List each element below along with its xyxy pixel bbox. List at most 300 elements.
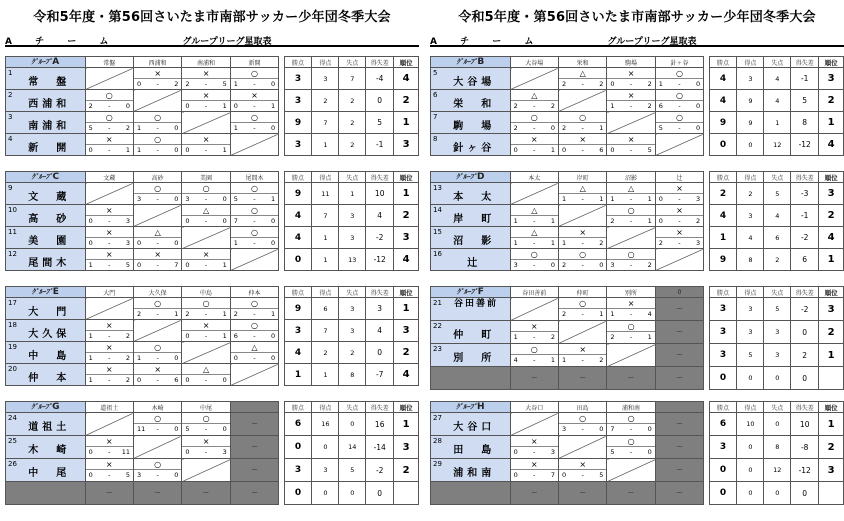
match-result-cell	[182, 205, 230, 227]
empty-cell	[230, 459, 278, 482]
rank-value: 1	[819, 344, 844, 367]
points-value: 9	[709, 249, 737, 271]
rank-value: 4	[394, 68, 419, 90]
empty-cell	[607, 482, 655, 505]
team-cell	[6, 482, 86, 505]
match-result-cell	[230, 320, 278, 342]
match-score	[86, 145, 133, 156]
team-number: 20	[8, 365, 17, 373]
group-name-label: ｸﾞﾙｰﾌﾟ	[456, 58, 478, 66]
empty-dash: －	[675, 420, 683, 428]
result-symbol: △	[559, 68, 606, 79]
score-dash: -	[253, 102, 256, 110]
empty-cell	[558, 367, 606, 390]
match-score	[134, 79, 181, 90]
team-row	[6, 249, 419, 271]
result-symbol: △	[511, 205, 558, 216]
match-score	[607, 79, 654, 90]
score-for: 3	[561, 425, 567, 433]
result-symbol: ×	[182, 134, 229, 145]
match-result-cell	[230, 205, 278, 227]
match-result-cell	[510, 321, 558, 344]
goals-for-value: 3	[312, 459, 339, 482]
result-symbol: ×	[86, 249, 133, 260]
self-match-diagonal	[182, 459, 230, 482]
match-score	[86, 123, 133, 134]
goals-for-value: 4	[737, 227, 764, 249]
points-value: 4	[709, 68, 737, 90]
goals-for-value: 0	[312, 436, 339, 459]
goal-difference-value: -12	[791, 134, 819, 156]
match-result-cell	[607, 298, 655, 321]
self-match-diagonal	[510, 68, 558, 90]
rank-value: 3	[819, 459, 844, 482]
opponent-header: 大谷場	[510, 57, 558, 68]
team-cell	[431, 227, 511, 249]
goal-difference-value: -8	[791, 436, 819, 459]
stat-header: 順位	[394, 402, 419, 413]
score-dash: -	[629, 425, 633, 433]
match-score	[511, 216, 558, 227]
match-result-cell	[607, 90, 655, 112]
points-value: 9	[709, 112, 737, 134]
result-symbol: ×	[134, 364, 181, 375]
table-title: グループリーグ星取表	[182, 37, 272, 47]
empty-cell	[607, 367, 655, 390]
self-match-diagonal	[182, 227, 230, 249]
score-for: 0	[513, 448, 518, 456]
match-result-cell	[607, 68, 655, 90]
goals-against-value: 3	[339, 298, 366, 320]
match-score	[511, 101, 558, 112]
team-number: 7	[433, 113, 438, 121]
match-score	[231, 331, 278, 342]
group-header-row	[431, 402, 844, 413]
group-table	[5, 171, 419, 271]
match-score	[231, 309, 278, 320]
empty-cell	[655, 344, 703, 367]
goals-against-value: 8	[339, 364, 366, 386]
group-block	[5, 401, 419, 505]
match-result-cell	[510, 249, 558, 271]
result-symbol: △	[559, 183, 606, 194]
result-symbol: ×	[511, 459, 558, 470]
opponent-header: 美園	[182, 172, 230, 183]
rank-value: 1	[394, 298, 419, 320]
opponent-header: 仲本	[230, 287, 278, 298]
score-for: 2	[88, 102, 93, 110]
opponent-header: 道祖土	[85, 402, 133, 413]
match-score	[86, 470, 133, 481]
empty-cell	[510, 367, 558, 390]
opponent-header: 高砂	[133, 172, 181, 183]
match-score	[231, 353, 278, 364]
team-name: 針ヶ谷	[453, 143, 496, 154]
score-for: 1	[233, 80, 238, 88]
score-dash: -	[253, 124, 256, 132]
match-score	[182, 194, 229, 205]
score-against: 2	[125, 332, 130, 340]
score-for: 0	[88, 471, 93, 479]
goal-difference-value: 2	[791, 344, 819, 367]
score-against: 0	[647, 425, 652, 433]
team-name: 栄 和	[453, 99, 496, 110]
match-score	[511, 145, 558, 156]
result-symbol: ○	[231, 320, 278, 331]
goals-against-value: 2	[339, 342, 366, 364]
goals-against-value: 4	[764, 90, 791, 112]
result-symbol: ×	[86, 227, 133, 238]
stat-header: 順位	[819, 402, 844, 413]
score-for: 0	[185, 217, 190, 225]
rank-value: 1	[394, 413, 419, 436]
opponent-header: 中尾	[182, 402, 230, 413]
empty-cell	[655, 298, 703, 321]
result-symbol: ○	[231, 183, 278, 194]
score-dash: -	[108, 239, 111, 247]
result-symbol: ×	[86, 320, 133, 331]
result-symbol: △	[607, 183, 654, 194]
score-dash: -	[108, 448, 111, 456]
match-result-cell	[558, 112, 606, 134]
rank-value: 3	[394, 320, 419, 342]
points-value: 4	[284, 205, 312, 227]
opponent-header: 田島	[558, 402, 606, 413]
match-score	[656, 101, 703, 112]
rank-value: 1	[819, 249, 844, 271]
match-score	[182, 375, 229, 386]
team-number: 23	[433, 345, 442, 353]
score-against: 3	[550, 448, 555, 456]
match-score	[134, 194, 181, 205]
score-against: 2	[647, 102, 652, 110]
team-number: 22	[433, 322, 442, 330]
goals-against-value: 8	[764, 436, 791, 459]
score-against: 2	[550, 333, 555, 341]
group-header-row	[6, 402, 419, 413]
empty-dash: －	[579, 374, 587, 382]
score-against: 2	[647, 261, 652, 269]
team-cell	[431, 459, 511, 482]
score-against: 2	[696, 217, 701, 225]
score-dash: -	[156, 239, 159, 247]
points-value: 3	[284, 320, 312, 342]
goal-difference-value: 10	[366, 183, 394, 205]
team-cell	[6, 205, 86, 227]
result-symbol: ○	[86, 90, 133, 101]
team-cell	[431, 183, 511, 205]
self-match-diagonal	[607, 112, 655, 134]
result-symbol: ○	[231, 298, 278, 309]
goals-for-value: 3	[312, 68, 339, 90]
score-for: 1	[88, 354, 93, 362]
opponent-header: 文蔵	[85, 172, 133, 183]
score-against: 5	[222, 80, 227, 88]
score-against: 0	[174, 471, 179, 479]
match-result-cell	[182, 183, 230, 205]
score-against: 0	[174, 146, 179, 154]
rank-value: 4	[819, 134, 844, 156]
score-for: 0	[136, 376, 142, 384]
score-dash: -	[533, 239, 536, 247]
team-name: 田 島	[453, 445, 496, 456]
goal-difference-value: -1	[366, 134, 394, 156]
empty-cell	[655, 367, 703, 390]
score-against: 1	[550, 239, 555, 247]
rank-value: 4	[394, 364, 419, 386]
score-dash: -	[678, 239, 681, 247]
match-score	[656, 194, 703, 205]
score-against: 1	[647, 217, 652, 225]
result-symbol: ×	[182, 436, 229, 447]
team-cell	[6, 249, 86, 271]
goal-difference-value: 10	[791, 413, 819, 436]
title-rule	[5, 45, 419, 47]
match-score	[559, 123, 606, 134]
result-symbol: ×	[86, 205, 133, 216]
goals-for-value: 0	[312, 482, 339, 505]
match-score	[559, 194, 606, 205]
tournament-title: 令和5年度・第56回さいたま市南部サッカー少年団冬季大会	[33, 10, 391, 25]
score-for: 0	[658, 217, 663, 225]
match-score	[134, 238, 181, 249]
stat-header: 得点	[737, 172, 764, 183]
goals-for-value: 6	[312, 298, 339, 320]
points-value: 2	[709, 183, 737, 205]
result-symbol: ×	[511, 134, 558, 145]
match-score	[511, 332, 558, 343]
group-table	[430, 286, 844, 390]
stat-header: 失点	[339, 287, 366, 298]
stat-header: 失点	[339, 57, 366, 68]
score-against: 0	[174, 195, 179, 203]
team-number: 15	[433, 228, 442, 236]
result-symbol: ○	[559, 298, 606, 309]
points-value: 4	[284, 342, 312, 364]
score-against: 1	[222, 102, 227, 110]
goal-difference-value: 0	[366, 90, 394, 112]
stat-header: 順位	[819, 172, 844, 183]
match-score	[134, 353, 181, 364]
score-against: 0	[696, 102, 701, 110]
team-row	[431, 227, 844, 249]
self-match-diagonal	[230, 364, 278, 386]
result-symbol: ×	[231, 90, 278, 101]
empty-cell	[230, 413, 278, 436]
score-for: 1	[610, 102, 615, 110]
score-for: 0	[233, 354, 238, 362]
result-symbol: ○	[656, 68, 703, 79]
score-dash: -	[156, 124, 159, 132]
group-block	[430, 171, 844, 271]
team-name: 常 盤	[28, 77, 71, 88]
team-number: 19	[8, 343, 17, 351]
score-against: 0	[696, 80, 701, 88]
score-against: 1	[222, 146, 227, 154]
goals-for-value: 2	[312, 90, 339, 112]
score-against: 2	[174, 80, 179, 88]
self-match-diagonal	[133, 436, 181, 459]
points-value: 3	[709, 436, 737, 459]
score-for: 0	[658, 195, 663, 203]
match-score	[231, 194, 278, 205]
team-row	[6, 413, 419, 436]
score-dash: -	[581, 425, 584, 433]
group-name-label: ｸﾞﾙｰﾌﾟ	[456, 288, 478, 296]
team-name: 大久保	[28, 329, 71, 340]
empty-dash: －	[105, 489, 113, 497]
score-against: 2	[125, 124, 130, 132]
stat-header: 得点	[737, 402, 764, 413]
opponent-header: 岸町	[558, 172, 606, 183]
score-for: 0	[136, 261, 142, 269]
goals-against-value: 3	[339, 320, 366, 342]
match-result-cell	[230, 298, 278, 320]
team-row	[431, 344, 844, 367]
goals-for-value: 11	[312, 183, 339, 205]
group-block	[430, 56, 844, 156]
score-for: 0	[185, 261, 190, 269]
score-against: 0	[647, 448, 652, 456]
group-header-row	[431, 172, 844, 183]
score-against: 6	[599, 146, 604, 154]
team-row	[6, 342, 419, 364]
stat-header: 得点	[312, 57, 339, 68]
result-symbol: ×	[182, 249, 229, 260]
score-dash: -	[678, 80, 681, 88]
match-result-cell	[558, 344, 606, 367]
score-dash: -	[204, 261, 208, 269]
score-dash: -	[533, 448, 536, 456]
goal-difference-value: -4	[366, 68, 394, 90]
score-for: 1	[88, 332, 93, 340]
opponent-header: 西浦和	[133, 57, 181, 68]
goals-for-value: 0	[737, 134, 764, 156]
points-value: 4	[709, 90, 737, 112]
result-symbol: ○	[134, 112, 181, 123]
team-cell	[6, 342, 86, 364]
goals-for-value: 7	[312, 205, 339, 227]
match-result-cell	[607, 249, 655, 271]
result-symbol: ×	[511, 321, 558, 332]
score-against: 0	[174, 354, 179, 362]
goal-difference-value: 4	[366, 205, 394, 227]
goal-difference-value: 6	[791, 249, 819, 271]
rank-value: 4	[394, 249, 419, 271]
empty-dash: －	[675, 443, 683, 451]
score-against: 1	[550, 146, 555, 154]
points-value: 3	[709, 298, 737, 321]
match-score	[559, 145, 606, 156]
score-against: 0	[271, 217, 276, 225]
match-result-cell	[655, 90, 703, 112]
match-score	[134, 123, 181, 134]
match-result-cell	[655, 183, 703, 205]
match-result-cell	[182, 436, 230, 459]
rank-value: 2	[819, 205, 844, 227]
team-number: 5	[433, 69, 438, 77]
stat-header: 順位	[819, 57, 844, 68]
score-dash: -	[629, 217, 633, 225]
score-dash: -	[533, 261, 536, 269]
points-value: 3	[284, 134, 312, 156]
result-symbol: ○	[656, 90, 703, 101]
team-cell	[6, 90, 86, 112]
goals-for-value: 3	[737, 68, 764, 90]
goal-difference-value: 5	[791, 90, 819, 112]
empty-dash: －	[530, 489, 538, 497]
score-for: 1	[561, 195, 567, 203]
score-against: 0	[271, 332, 276, 340]
goal-difference-value: 0	[366, 342, 394, 364]
rank-value: 3	[394, 134, 419, 156]
score-for: 0	[513, 471, 518, 479]
score-for: 5	[185, 425, 190, 433]
match-result-cell	[85, 364, 133, 386]
team-number: 18	[8, 321, 17, 329]
goals-for-value: 3	[737, 298, 764, 321]
team-name: 中 尾	[28, 468, 71, 479]
empty-cell	[230, 436, 278, 459]
match-score	[231, 101, 278, 112]
goal-difference-value: 3	[366, 298, 394, 320]
match-result-cell	[133, 459, 181, 482]
match-result-cell	[85, 134, 133, 156]
match-result-cell	[607, 321, 655, 344]
score-dash: -	[204, 80, 208, 88]
score-dash: -	[156, 354, 159, 362]
score-dash: -	[533, 356, 536, 364]
group-name	[6, 172, 86, 183]
match-score	[559, 470, 606, 481]
score-dash: -	[204, 146, 208, 154]
group-letter: D	[477, 172, 485, 182]
self-match-diagonal	[558, 321, 606, 344]
score-dash: -	[533, 471, 536, 479]
score-against: 0	[599, 261, 604, 269]
stat-header: 勝点	[709, 172, 737, 183]
empty-cell	[655, 436, 703, 459]
opponent-header: 大久保	[133, 287, 181, 298]
team-row	[431, 134, 844, 156]
empty-dash: －	[675, 489, 683, 497]
score-for: 1	[610, 310, 615, 318]
score-against: 2	[550, 102, 555, 110]
self-match-diagonal	[607, 459, 655, 482]
match-result-cell	[85, 459, 133, 482]
group-header-row	[431, 57, 844, 68]
match-result-cell	[133, 227, 181, 249]
team-cell	[6, 68, 86, 90]
score-for: 1	[233, 124, 238, 132]
score-for: 0	[88, 217, 93, 225]
match-score	[607, 216, 654, 227]
match-result-cell	[510, 344, 558, 367]
self-match-diagonal	[607, 227, 655, 249]
score-dash: -	[156, 376, 159, 384]
score-for: 2	[561, 310, 567, 318]
goals-against-value: 2	[339, 134, 366, 156]
team-row	[6, 90, 419, 112]
goals-against-value: 5	[339, 459, 366, 482]
self-match-diagonal	[85, 68, 133, 90]
score-dash: -	[156, 310, 159, 318]
points-value: 0	[284, 482, 312, 505]
score-dash: -	[108, 332, 111, 340]
opponent-header: 沼影	[607, 172, 655, 183]
empty-dash: －	[154, 489, 162, 497]
match-result-cell	[230, 90, 278, 112]
